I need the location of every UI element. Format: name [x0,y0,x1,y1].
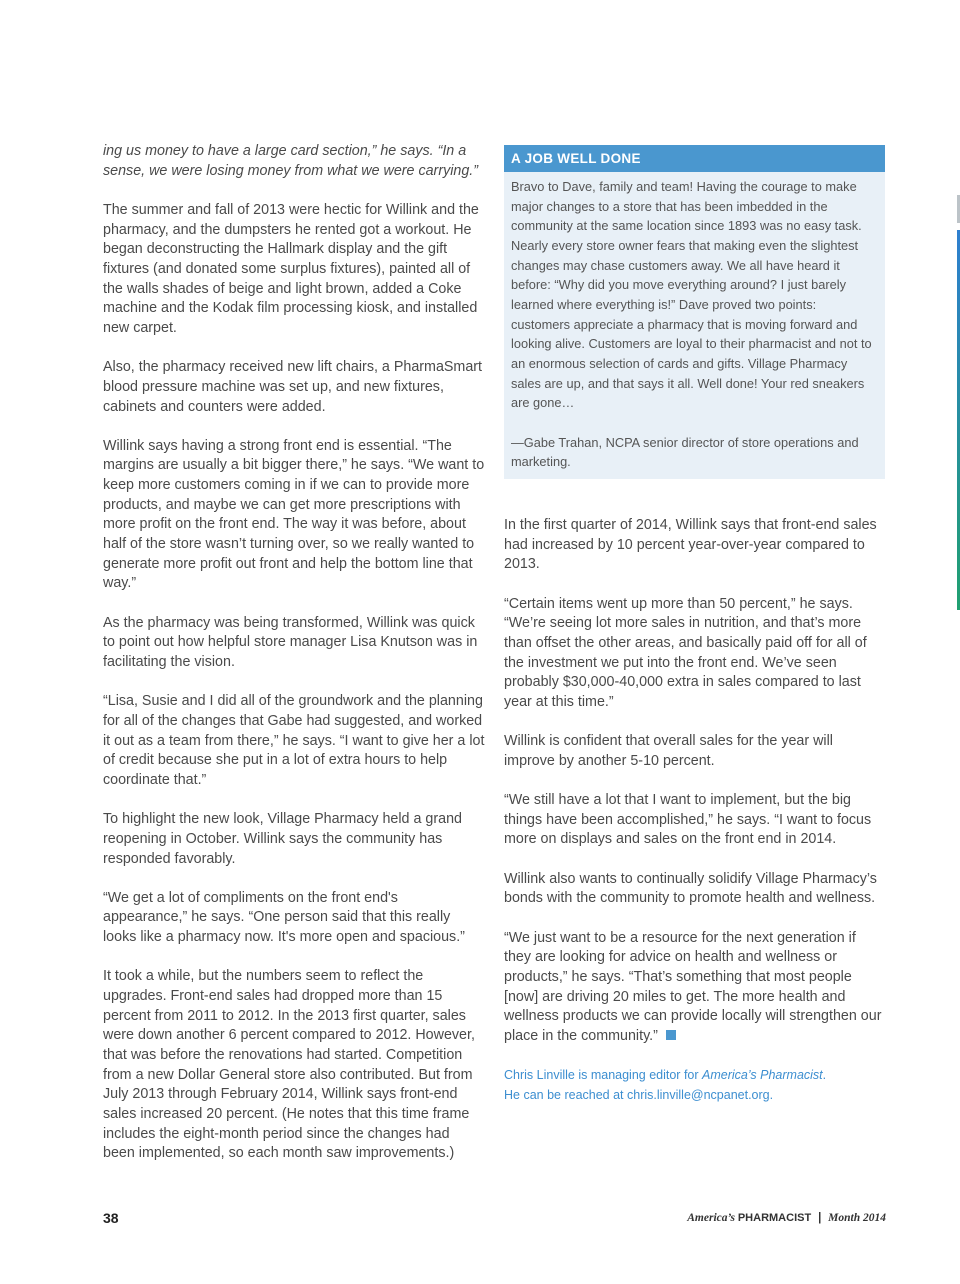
sidebar-box [504,145,885,479]
author-bio [504,1066,886,1105]
body-paragraph: “Lisa, Susie and I did all of the groundwork and the planning for all of the changes that Gabe had suggested, and worked it out as a team from there,” he says. “I want to give her a lot of credit because she put in a lot of extra hours to help coordinate that.” [103,693,485,788]
body-paragraph: Also, the pharmacy received new lift chairs, a PharmaSmart blood pressure machine was set up, and new fixtures, cabinets and counters were added. [103,359,483,415]
body-paragraph: Willink also wants to continually solidify Village Pharmacy’s bonds with the community to promote health and wellness. [504,870,877,907]
body-paragraph: It took a while, but the numbers seem to reflect the upgrades. Front-end sales had dropped more than 15 percent from 2011 to 2012. In the 2013 first quarter, sales were down another 6 percent compared to 2012. However, that was before the renovations had started. Competition from a new Dollar General store also contributed. But from July 2013 through February 2014, Willink says front-end sales increased 20 percent. (He notes that this time frame includes the eight-month period since the changes had been implemented, so each month saw improvements.) [103,968,475,1162]
footer-masthead [687,1212,886,1224]
sidebar-attribution: —Gabe Trahan, NCPA senior director of store operations and marketing. [511,434,859,470]
right-column [504,145,886,1106]
page-number: 38 [103,1210,119,1226]
sidebar-body [504,172,885,472]
end-of-article-square-icon [666,1030,676,1040]
bio-prefix: Chris Linville is managing editor for [504,1068,703,1083]
final-paragraph-text: “We just want to be a resource for the next generation if they are looking for advice on health and wellness or products,” he says. “That’s something that most people [now] are driving 20 miles to get. The more health and wellness products we can provide locally will strengthen our place in the community.” [504,929,882,1044]
body-paragraph: The summer and fall of 2013 were hectic for Willink and the pharmacy, and the dumpsters he rented got a workout. He began deconstructing the Hallmark display and the gift fixtures (and donated some surplus fixtures), painted all of the walls shades of beige and light brown, added a Coke machine and the Kodak film processing kiosk, and installed new carpet. [103,201,479,336]
body-paragraph: To highlight the new look, Village Pharmacy held a grand reopening in October. Willink says the community has responded favorably. [103,811,462,867]
footer-date: Month 2014 [828,1212,886,1224]
bio-magazine-name: America’s Pharmacist [702,1068,823,1083]
footer-separator: | [818,1212,822,1224]
bio-line-2: He can be reached at chris.linville@ncpanet.org. [504,1087,774,1102]
sidebar-text: Bravo to Dave, family and team! Having the courage to make major changes to a store that has been imbedded in the community at the same location since 1893 was no easy task. Nearly every store owner fears that making even the slightest changes may chase customers away. We all have heard it before: “Why did you move everything around? I just barely learned where everything is!” Dave proved two points: customers appreciate a pharmacy that is moving forward and looking alive. Customers are loyal to their pharmacist and not to an enormous selection of cards and gifts. Village Pharmacy sales are up, and that says it all. Well done! Your red sneakers are gone… [511,179,872,411]
footer-brand-script: America’s [687,1212,735,1224]
body-paragraph: “Certain items went up more than 50 percent,” he says. “We’re seeing lot more sales in nutrition, and that’s more than offset the other areas, and basically paid off for all of the investment we put into the front end. We’ve seen probably $30,000-40,000 extra in sales compared to last year at this time.” [504,595,867,710]
footer-brand-caps: PHARMACIST [737,1212,812,1224]
body-paragraph: As the pharmacy was being transformed, Willink was quick to point out how helpful store manager Lisa Knutson was in facilitating the vision. [103,614,478,670]
body-paragraph: In the first quarter of 2014, Willink says that front-end sales had increased by 10 percent year-over-year compared to 2013. [504,517,877,573]
sidebar-title: A JOB WELL DONE [504,145,885,172]
body-paragraph: Willink says having a strong front end is essential. “The margins are usually a bit bigger there,” he says. “We want to keep more customers coming in if we can to provide more products, and maybe we can get more prescriptions with more profit on the front end. The way it was before, about half of the store wasn’t turning over, so we really wanted to generate more profit out front and help the bottom line that way.” [103,437,485,592]
final-paragraph [504,929,886,1047]
bio-line-1 [504,1066,886,1086]
bio-suffix: . [822,1068,827,1083]
body-paragraph: ing us money to have a large card section,” he says. “In a sense, we were losing money from what we were carrying.” [103,143,479,179]
body-paragraph: “We still have a lot that I want to implement, but the big things have been accomplished,” he says. “I want to focus more on displays and sales on the front end in 2014. [504,792,872,848]
left-column [103,142,485,1184]
body-paragraph: “We get a lot of compliments on the front end's appearance,” he says. “One person said that this really looks like a pharmacy now. It's more open and spacious.” [103,889,465,946]
body-paragraph: Willink is confident that overall sales for the year will improve by another 5-10 percent. [504,733,833,769]
